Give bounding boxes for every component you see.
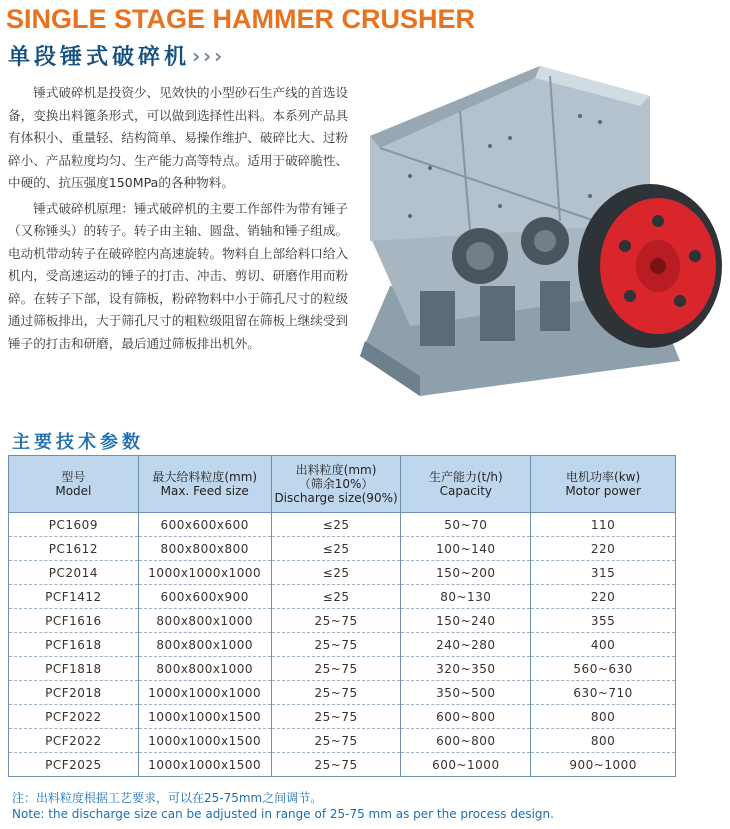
table-row: PCF1618 800x800x1000 25~75 240~280 400 <box>9 633 676 657</box>
table-row: PCF2018 1000x1000x1000 25~75 350~500 630~710 <box>9 681 676 705</box>
params-title: 主要技术参数 <box>12 432 144 453</box>
hammer-crusher-image <box>350 56 730 396</box>
table-row: PCF1412 600x600x900 ≤25 80~130 220 <box>9 585 676 609</box>
intro-paragraph-1: 锤式破碎机是投资少、见效快的小型砂石生产线的首选设备，变换出料篦条形式，可以做到选择性出料。本系列产品具有体积小、重量轻、结构简单、易操作维护、破碎比大、过粉碎小、产品粒度均匀、生产能力高等特点。适用于破碎脆性、中硬的、抗压强度150MPa的各种物料。 <box>8 85 349 190</box>
table-row: PCF2022 1000x1000x1500 25~75 600~800 800 <box>9 705 676 729</box>
title-cn-text: 单段锤式破碎机 <box>8 45 191 70</box>
table-row: PC1609 600x600x600 ≤25 50~70 110 <box>9 513 676 537</box>
chevron-right-icon: › › › <box>192 43 227 68</box>
header-capacity: 生产能力(t/h) Capacity <box>401 456 531 513</box>
intro-text <box>8 82 358 355</box>
table-row: PC2014 1000x1000x1000 ≤25 150~200 315 <box>9 561 676 585</box>
table-header-row <box>9 456 676 513</box>
note-cn: 注：出料粒度根据工艺要求，可以在25-75mm之间调节。 <box>12 791 323 805</box>
table-row: PCF1818 800x800x1000 25~75 320~350 560~630 <box>9 657 676 681</box>
intro-paragraph-2: 锤式破碎机原理：锤式破碎机的主要工作部件为带有锤子（又称锤头）的转子。转子由主轴、圆盘、销轴和锤子组成。电动机带动转子在破碎腔内高速旋转。物料自上部给料口给入机内，受高速运动的锤子的打击、冲击、剪切、研磨作用而粉碎。在转子下部，设有筛板，粉碎物料中小于筛孔尺寸的粒级通过筛板排出，大于筛孔尺寸的粗粒级阻留在筛板上继续受到锤子的打击和研磨，最后通过筛板排出机外。 <box>8 200 349 351</box>
note-en: Note: the discharge size can be adjusted in range of 25-75 mm as per the process design. <box>12 807 554 821</box>
params-table <box>8 455 676 777</box>
table-row: PCF2022 1000x1000x1500 25~75 600~800 800 <box>9 729 676 753</box>
title-en: SINGLE STAGE HAMMER CRUSHER <box>6 4 476 34</box>
header-feed-size: 最大给料粒度(mm) Max. Feed size <box>138 456 271 513</box>
table-row: PCF2025 1000x1000x1500 25~75 600~1000 900~1000 <box>9 753 676 777</box>
note <box>12 790 554 822</box>
title-cn <box>8 40 227 71</box>
header-motor-power: 电机功率(kw) Motor power <box>531 456 676 513</box>
table-row: PC1612 800x800x800 ≤25 100~140 220 <box>9 537 676 561</box>
table-row: PCF1616 800x800x1000 25~75 150~240 355 <box>9 609 676 633</box>
header-discharge-size: 出料粒度(mm) （筛余10%） Discharge size(90%) <box>271 456 401 513</box>
header-model: 型号 Model <box>9 456 139 513</box>
